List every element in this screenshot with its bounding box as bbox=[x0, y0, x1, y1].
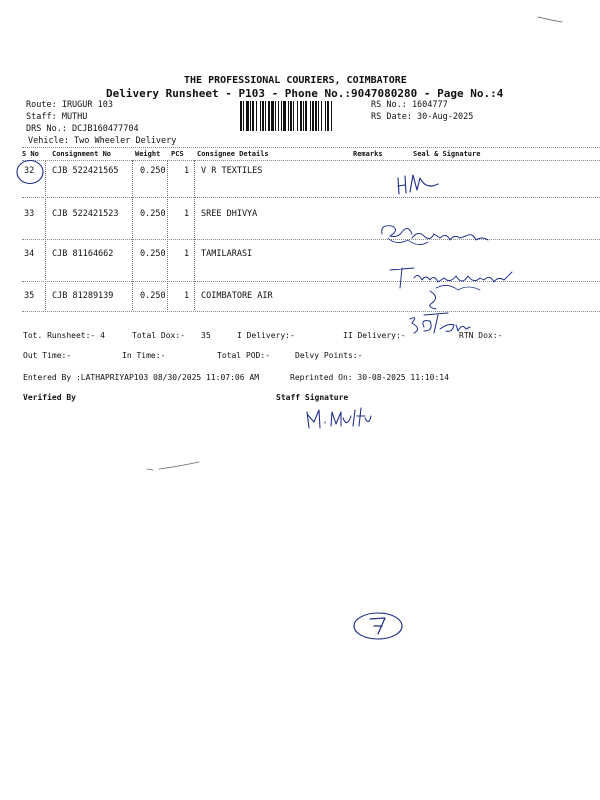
col-sno: S No bbox=[22, 150, 39, 158]
col-consignee: Consignee Details bbox=[197, 150, 269, 158]
staff-handwritten-signature bbox=[303, 404, 373, 432]
delvy-points: Delvy Points:- bbox=[295, 351, 363, 360]
col-weight: Weight bbox=[135, 150, 161, 158]
out-time: Out Time:- bbox=[23, 351, 72, 360]
signature-row-4 bbox=[404, 285, 484, 335]
row-consignment: CJB 522421523 bbox=[52, 209, 119, 219]
row-pcs: 1 bbox=[184, 209, 190, 219]
total-dox-label: Total Dox:- bbox=[132, 331, 185, 340]
row-consignee: V R TEXTILES bbox=[201, 166, 263, 176]
table-top-rule bbox=[22, 147, 600, 148]
runsheet-title: Delivery Runsheet - P103 - Phone No.:9047080280 - Page No.:4 bbox=[106, 87, 504, 100]
col-remarks: Remarks bbox=[353, 150, 383, 158]
signature-row-1 bbox=[394, 170, 454, 200]
page-number-circle bbox=[352, 610, 408, 642]
col-sep-4 bbox=[194, 160, 195, 310]
row-divider bbox=[22, 239, 600, 240]
scan-mark-middle bbox=[145, 462, 205, 474]
drs-number: DRS No.: DCJB160477704 bbox=[26, 124, 139, 134]
rs-number: RS No.: 1604777 bbox=[371, 100, 448, 110]
i-delivery: I Delivery:- bbox=[237, 331, 295, 340]
row-sno: 33 bbox=[24, 209, 35, 219]
row-weight: 0.250 bbox=[140, 249, 166, 259]
col-sep-3 bbox=[167, 160, 168, 310]
table-header-rule bbox=[22, 160, 600, 161]
route-label: Route: IRUGUR 103 bbox=[26, 100, 113, 110]
row-sno: 32 bbox=[24, 166, 35, 176]
row-consignee: COIMBATORE AIR bbox=[201, 291, 273, 301]
row-divider bbox=[22, 197, 600, 198]
total-pod: Total POD:- bbox=[217, 351, 270, 360]
row-sno: 34 bbox=[24, 249, 35, 259]
row-pcs: 1 bbox=[184, 291, 190, 301]
reprinted-on: Reprinted On: 30-08-2025 11:10:14 bbox=[290, 373, 449, 382]
vehicle-label: Vehicle: Two Wheeler Delivery bbox=[28, 136, 177, 146]
row-weight: 0.250 bbox=[140, 291, 166, 301]
table-bottom-rule bbox=[22, 311, 600, 312]
barcode bbox=[240, 101, 370, 131]
row-pcs: 1 bbox=[184, 166, 190, 176]
row-sno: 35 bbox=[24, 291, 35, 301]
total-dox-value: 35 bbox=[201, 331, 211, 340]
row-consignment: CJB 81289139 bbox=[52, 291, 114, 301]
verified-by: Verified By bbox=[23, 393, 76, 402]
row-pcs: 1 bbox=[184, 249, 190, 259]
tot-runsheet: Tot. Runsheet:- 4 bbox=[23, 331, 105, 340]
col-consignment: Consignment No bbox=[52, 150, 112, 158]
in-time: In Time:- bbox=[122, 351, 166, 360]
row-consignee: TAMILARASI bbox=[201, 249, 253, 259]
rs-date: RS Date: 30-Aug-2025 bbox=[371, 112, 474, 122]
entered-by: Entered By :LATHAPRIYAP103 08/30/2025 11:07:06 AM bbox=[23, 373, 260, 382]
col-pcs: PCS bbox=[171, 150, 184, 158]
row-weight: 0.250 bbox=[140, 166, 166, 176]
col-sep-2 bbox=[132, 160, 133, 310]
staff-label: Staff: MUTHU bbox=[26, 112, 88, 122]
circle-mark bbox=[14, 158, 48, 188]
ii-delivery: II Delivery:- bbox=[343, 331, 406, 340]
row-weight: 0.250 bbox=[140, 209, 166, 219]
rtn-dox: RTN Dox:- bbox=[459, 331, 503, 340]
signature-row-2 bbox=[378, 222, 493, 254]
row-consignment: CJB 522421565 bbox=[52, 166, 119, 176]
row-consignment: CJB 81164662 bbox=[52, 249, 114, 259]
row-consignee: SREE DHIVYA bbox=[201, 209, 258, 219]
col-seal-signature: Seal & Signature bbox=[413, 150, 481, 158]
company-title: THE PROFESSIONAL COURIERS, COIMBATORE bbox=[184, 75, 407, 86]
staff-signature-label: Staff Signature bbox=[276, 393, 349, 402]
scan-mark-top-right bbox=[536, 14, 566, 24]
